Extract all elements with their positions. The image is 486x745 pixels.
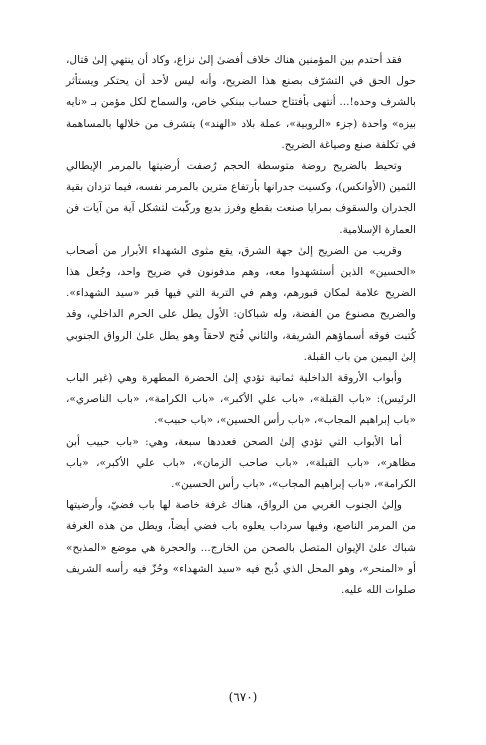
paragraph: أما الأبواب التي تؤدي إلىٰ الصحن فعددها سبعة، وهي: «باب حبيب أبن مظاهر»، «باب القبلة»، «باب صاحب الزمان»، «باب علي الأكبر»، «باب الكرامة»، «باب إبراهيم المجاب»، «باب رأس الحسين».	[66, 435, 416, 491]
paragraph: وإلىٰ الجنوب الغربي من الرواق، هناك غرفة خاصة لها باب فضيّ، وأرضيتها من المرمر الناصع، وفيها سرداب يعلوه باب فضي أيضاً، ويطل من هذه الغرفة شباك علىٰ الإيوان المتصل بالصحن من الخارج... والحجرة هي موضع «المذبح» أو «المنحر»، وهو المحل الذي ذُبح فيه «سيد الشهداء» وحُزّ فيه رأسه الشريف صلوات الله عليه.	[66, 499, 416, 597]
paragraph: فقد أحتدم بين المؤمنين هناك خلاف أفضىٰ إلىٰ نزاع، وكاد أن ينتهي إلىٰ قتال، حول الحق في التشرّف بصنع هذا الضريح، وأنه ليس لأحد أن يحتكر ويستأثر بالشرف وحده!... أنتهى بأفتتاح حساب ببنكي خاص، والسماح لكل مؤمن بـ «نايه بيزه» واحدة (جزء «الروبية»، عملة بلاد «الهند») يتشرف من خلالها بالمساهمة في تكلفة صنع وصياغة الضريح.	[66, 54, 416, 151]
body-text	[66, 50, 416, 601]
page-number: (٦٧٠)	[228, 690, 258, 704]
paragraph: وتحيط بالضريح روضة متوسطة الحجم رُصفت أرضيتها بالمرمر الإيطالي الثمين (الأوانكس)، وكسيت جدرانها بأرتفاع مترين بالمرمر نفسه، فيما تزدان بقية الجدران والسقوف بمرايا صنعت بقطع وفرز بديع وركّبت لتشكل آية من آيات فن العمارة الإسلامية.	[66, 160, 416, 236]
paragraph: وقريب من الضريح إلىٰ جهة الشرق، يقع مثوى الشهداء الأبرار من أصحاب «الحسين» الذين أستشهدوا معه، وهم مدفونون في ضريح واحد، وجُعل هذا الضريح علامة لمكان قبورهم، وهم في التربة التي فيها قبر «سيد الشهداء». والضريح مصنوع من الفضة، وله شباكان: الأول يطل على الحرم الداخلي، وقد كُتبت فوقه أسماؤهم الشريفة، والثاني فُتح لاحقاً وهو يطل علىٰ الرواق الجنوبي إلىٰ اليمين من باب القبلة.	[66, 244, 416, 363]
paragraph: وأبواب الأروقة الداخلية ثمانية تؤدي إلىٰ الحضرة المطهرة وهي (غير الباب الرئيس): «باب القبلة»، «باب علي الأكبر»، «باب الكرامة»، «باب الناصري»، «باب إبراهيم المجاب»، «باب رأس الحسين»، «باب حبيب».	[66, 372, 416, 427]
